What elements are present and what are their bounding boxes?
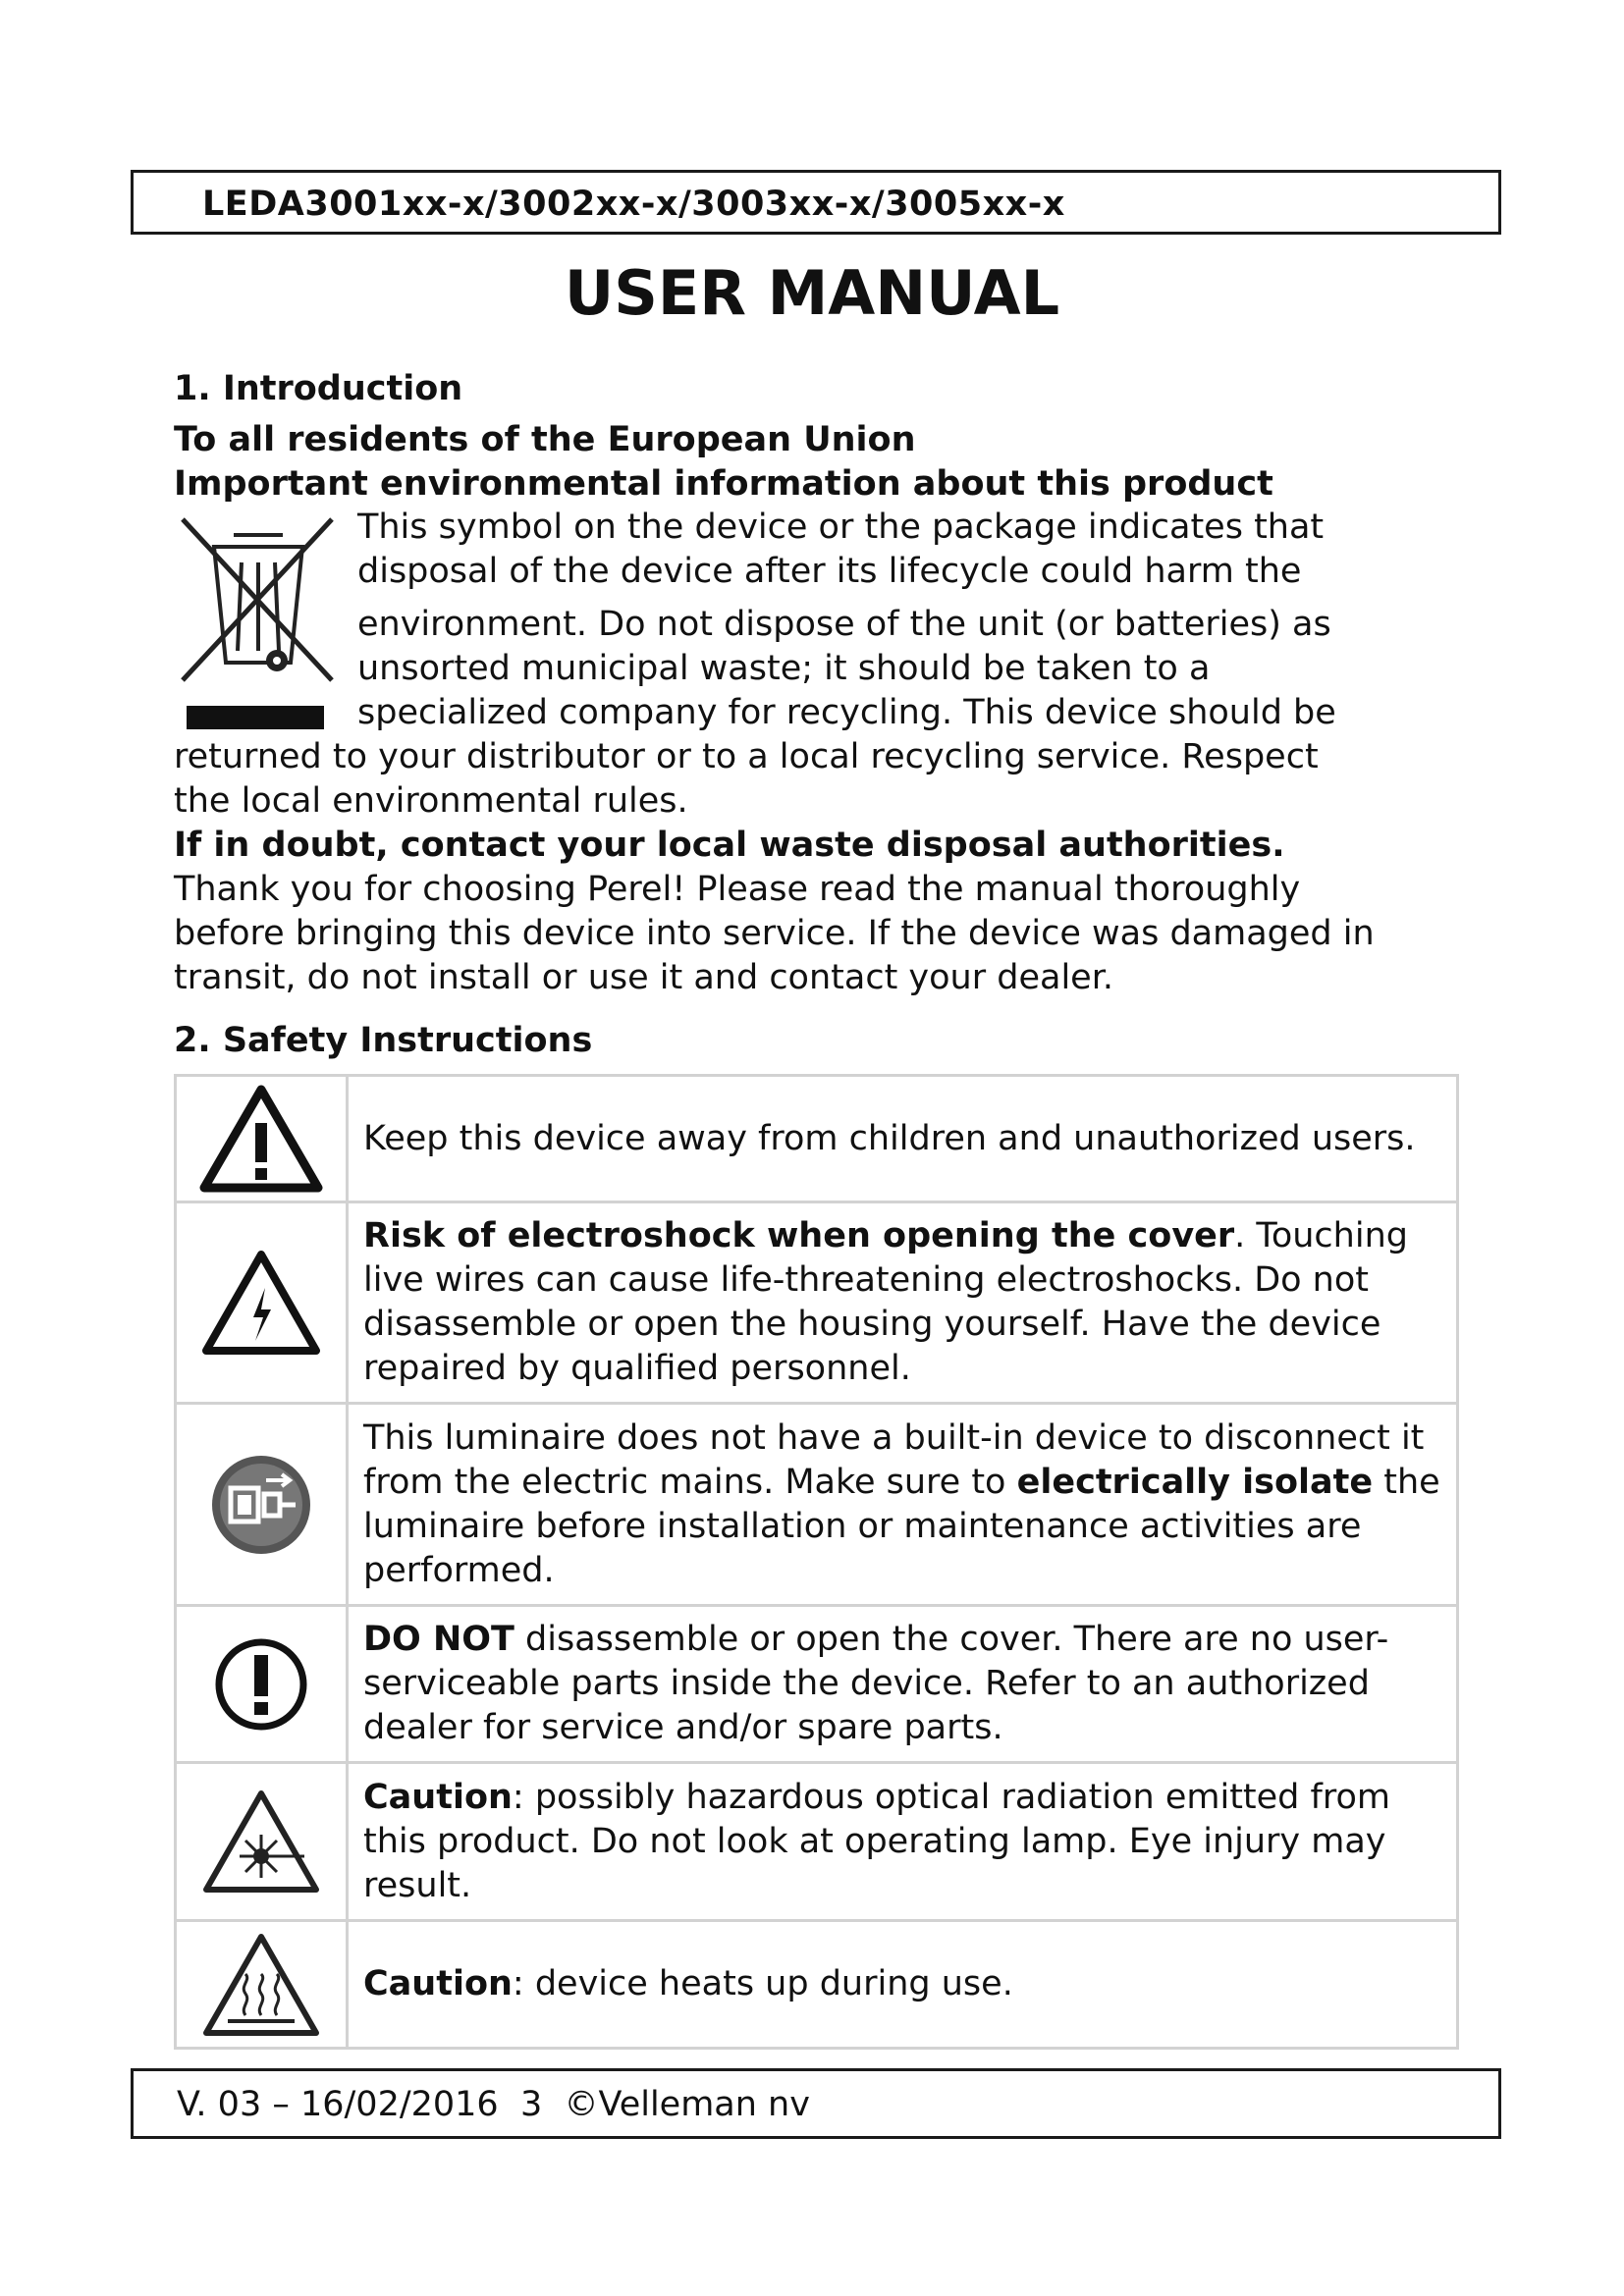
- intro-line: This symbol on the device or the package indicates that: [357, 507, 1325, 547]
- safety-bold-text: Caution: [363, 1777, 513, 1817]
- mandatory-exclamation-icon: [212, 1635, 310, 1734]
- optical-radiation-warning-icon: [200, 1788, 322, 1896]
- safety-row: [176, 1763, 1458, 1921]
- safety-row: [176, 1202, 1458, 1404]
- doubt-notice: If in doubt, contact your local waste disposal authorities.: [174, 826, 1285, 865]
- safety-bold-text: electrically isolate: [1016, 1462, 1374, 1502]
- safety-heading: 2. Safety Instructions: [174, 1021, 593, 1060]
- safety-table: [174, 1074, 1459, 2050]
- safety-text: the luminaire before installation or maintenance activities are performed.: [363, 1462, 1440, 1590]
- safety-row: [176, 1076, 1458, 1202]
- warning-exclamation-icon: [198, 1084, 324, 1194]
- intro-line: disposal of the device after its lifecycle could harm the: [357, 552, 1302, 591]
- env-heading: Important environmental information about this product: [174, 464, 1273, 504]
- hot-surface-warning-icon: [200, 1931, 322, 2039]
- safety-row: [176, 1404, 1458, 1606]
- header-box: [131, 170, 1501, 235]
- safety-row: [176, 1921, 1458, 2049]
- intro-line: the local environmental rules.: [174, 781, 688, 821]
- intro-line: environment. Do not dispose of the unit (or batteries) as: [357, 605, 1331, 644]
- safety-text: : possibly hazardous optical radiation emitted from this product. Do not look at operating lamp. Eye injury may result.: [363, 1777, 1390, 1905]
- model-number: LEDA3001xx-x/3002xx-x/3003xx-x/3005xx-x: [202, 185, 1065, 224]
- intro-line: specialized company for recycling. This device should be: [357, 693, 1336, 732]
- footer-text: V. 03 – 16/02/2016 3 ©Velleman nv: [177, 2085, 810, 2124]
- electric-shock-warning-icon: [200, 1249, 322, 1357]
- eu-heading: To all residents of the European Union: [174, 420, 916, 459]
- intro-line: unsorted municipal waste; it should be taken to a: [357, 649, 1211, 688]
- safety-text: Keep this device away from children and unauthorized users.: [363, 1118, 1416, 1158]
- safety-text: . Touching live wires can cause life-threatening electroshocks. Do not disassemble or open the housing yourself. Have the device repaired by qualified personnel.: [363, 1216, 1408, 1388]
- safety-row: [176, 1606, 1458, 1763]
- weee-crossed-bin-icon: [175, 513, 342, 735]
- safety-text: This luminaire does not have a built-in device to disconnect it from the electric mains. Make sure to: [363, 1417, 1425, 1502]
- thanks-line: Thank you for choosing Perel! Please read the manual thoroughly: [174, 870, 1301, 909]
- footer-box: [131, 2068, 1501, 2139]
- safety-bold-text: Caution: [363, 1964, 513, 2003]
- intro-line: returned to your distributor or to a local recycling service. Respect: [174, 737, 1319, 776]
- intro-heading: 1. Introduction: [174, 369, 463, 408]
- safety-bold-text: DO NOT: [363, 1620, 514, 1659]
- thanks-line: transit, do not install or use it and contact your dealer.: [174, 958, 1113, 997]
- thanks-line: before bringing this device into service. If the device was damaged in: [174, 914, 1375, 953]
- safety-bold-text: Risk of electroshock when opening the cover: [363, 1216, 1235, 1255]
- disconnect-mains-icon: [207, 1451, 315, 1559]
- safety-text: : device heats up during use.: [512, 1964, 1013, 2003]
- safety-text: disassemble or open the cover. There are no user-serviceable parts inside the device. Refer to an authorized dealer for service and/or spare parts.: [363, 1620, 1389, 1747]
- page-title: USER MANUAL: [564, 257, 1060, 329]
